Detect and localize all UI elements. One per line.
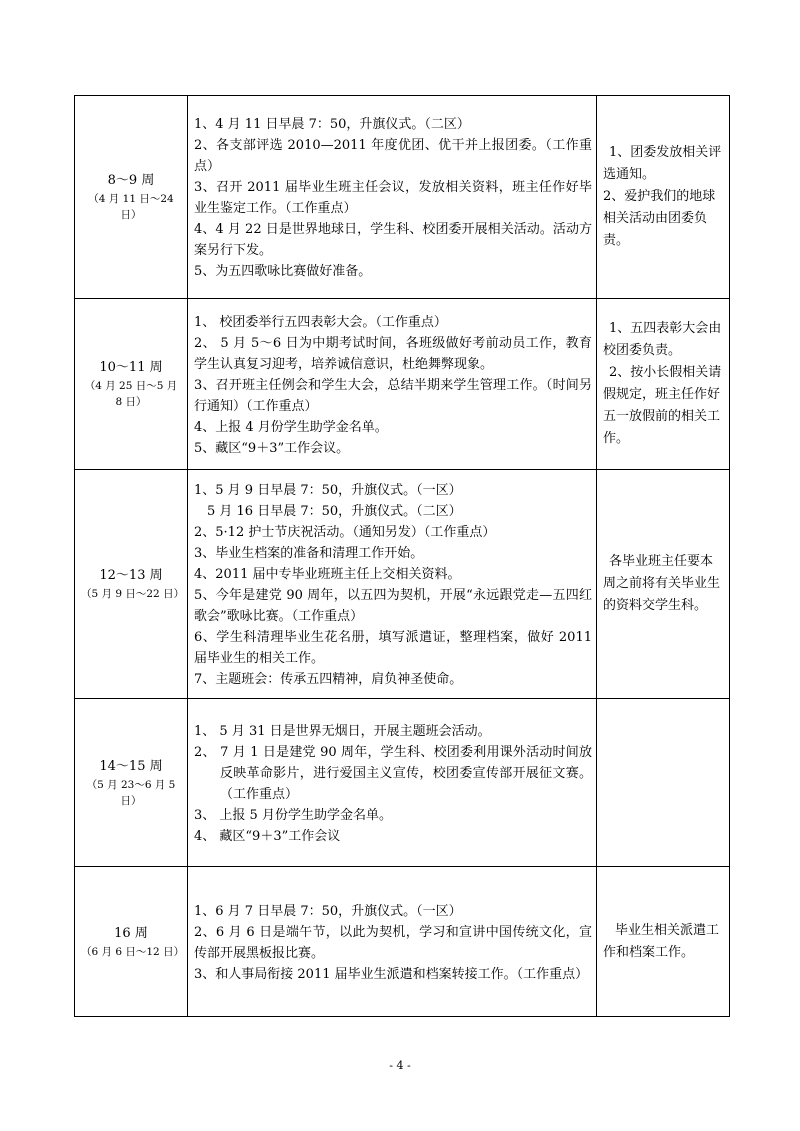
task-item: 2、6 月 6 日是端午节，以此为契机，学习和宣讲中国传统文化，宣传部开展黑板报比赛。 (194, 924, 592, 961)
tasks-cell (188, 867, 597, 1017)
schedule-row (75, 470, 730, 699)
date-range: （4 月 25 日～5 月 8 日） (84, 380, 178, 408)
task-item: 1、6 月 7 日早晨 7：50，升旗仪式。（一区） (194, 903, 462, 919)
week-label: 14～15 周 (99, 758, 163, 774)
task-item: 5、今年是建党 90 周年，以五四为契机，开展“永远跟党走—五四红歌会”歌咏比赛。（工作重点） (194, 588, 592, 624)
schedule-row (75, 867, 730, 1017)
tasks-cell (188, 470, 597, 699)
task-item: 3、召开 2011 届毕业生班主任会议，发放相关资料，班主任作好毕业生鉴定工作。（工作重点） (194, 180, 592, 216)
note-item: 1、团委发放相关评选通知。 (603, 145, 722, 182)
week-label: 8～9 周 (107, 173, 155, 188)
task-item: 1、5 月 9 日早晨 7：50，升旗仪式。（一区） (194, 483, 462, 498)
schedule-table (74, 95, 730, 1017)
schedule-row (75, 299, 730, 470)
task-item: 4、4 月 22 日是世界地球日，学生科、校团委开展相关活动。活动方案另行下发。 (194, 222, 592, 258)
task-item: 5、藏区“9＋3”工作会议。 (194, 440, 350, 456)
task-item: 4、2011 届中专毕业班班主任上交相关资料。 (194, 567, 461, 582)
week-label: 16 周 (114, 925, 148, 941)
task-item: 6、学生科清理毕业生花名册，填写派遣证，整理档案，做好 2011 届毕业生的相关工作。 (194, 630, 592, 666)
note-item: 1、五四表彰大会由校团委负责。 (603, 321, 722, 358)
task-item: 2、各支部评选 2010—2011 年度优团、优干并上报团委。（工作重点） (194, 138, 592, 174)
task-item: 2、 5 月 5～6 日为中期考试时间，各班级做好考前动员工作，教育学生认真复习迎考，培养诚信意识，杜绝舞弊现象。 (194, 335, 592, 372)
task-item: 3、召开班主任例会和学生大会，总结半期来学生管理工作。（时间另行通知）（工作重点） (194, 377, 592, 414)
schedule-row (75, 96, 730, 299)
tasks-cell (188, 299, 597, 470)
task-item: 1、4 月 11 日早晨 7：50，升旗仪式。（二区） (194, 117, 470, 132)
notes-cell (597, 867, 730, 1017)
note-item: 各毕业班主任要本周之前将有关毕业生的资料交学生科。 (603, 554, 721, 613)
task-item: 3、 上报 5 月份学生助学金名单。 (194, 807, 392, 823)
week-cell (75, 699, 188, 867)
task-item: 5、为五四歌咏比赛做好准备。 (194, 264, 372, 279)
week-cell (75, 96, 188, 299)
page-number: - 4 - (389, 1059, 411, 1072)
note-item: 毕业生相关派遣工作和档案工作。 (603, 922, 720, 960)
task-item: 3、毕业生档案的准备和清理工作开始。 (194, 546, 424, 561)
note-item: 2、按小长假相关请假规定，班主任作好五一放假前的相关工作。 (603, 365, 722, 446)
schedule-row (75, 699, 730, 867)
date-range: （5 月 9 日～22 日） (81, 588, 185, 600)
task-item: 4、上报 4 月份学生助学金名单。 (194, 419, 388, 435)
task-item: 3、和人事局衔接 2011 届毕业生派遣和档案转接工作。（工作重点） (194, 966, 589, 982)
task-item: 2、 7 月 1 日是建党 90 周年，学生科、校团委利用课外活动时间放反映革命影片，进行爱国主义宣传，校团委宣传部开展征文赛。（工作重点） (194, 744, 592, 802)
week-label: 12～13 周 (99, 568, 163, 583)
date-range: （6 月 6 日～12 日） (81, 945, 185, 958)
week-cell (75, 470, 188, 699)
notes-cell (597, 699, 730, 867)
date-range: （5 月 23～6 月 5 日） (86, 778, 176, 807)
task-item: 1、 5 月 31 日是世界无烟日，开展主题班会活动。 (194, 723, 491, 739)
task-item: 4、 藏区“9＋3”工作会议 (194, 828, 341, 844)
week-label: 10～11 周 (99, 360, 163, 375)
week-cell (75, 299, 188, 470)
date-range: （4 月 11 日～24 日） (88, 193, 174, 221)
notes-cell (597, 299, 730, 470)
notes-cell (597, 470, 730, 699)
tasks-cell (188, 96, 597, 299)
week-cell (75, 867, 188, 1017)
tasks-cell (188, 699, 597, 867)
task-item: 2、5·12 护士节庆祝活动。（通知另发）（工作重点） (194, 525, 496, 540)
task-item: 1、 校团委举行五四表彰大会。（工作重点） (194, 314, 447, 330)
notes-cell (597, 96, 730, 299)
task-item: 5 月 16 日早晨 7：50，升旗仪式。（二区） (207, 504, 462, 519)
note-item: 2、爱护我们的地球相关活动由团委负责。 (603, 189, 716, 248)
task-item: 7、主题班会：传承五四精神，肩负神圣使命。 (194, 672, 463, 687)
